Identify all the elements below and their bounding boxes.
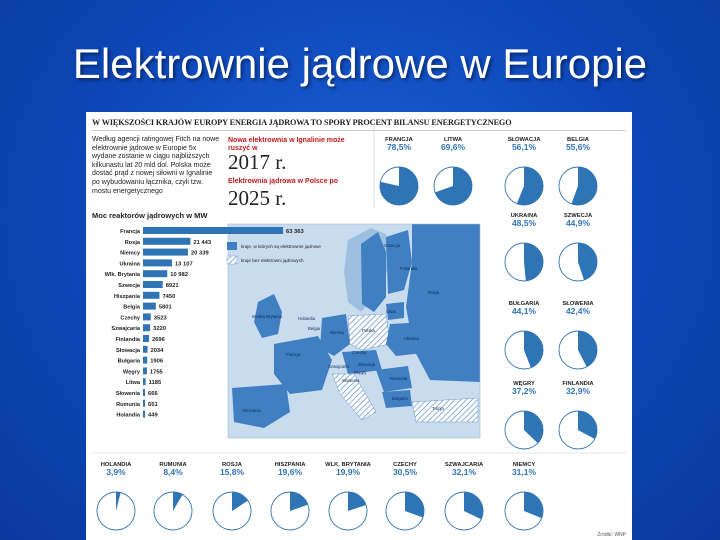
- bar-value-rumunia: 651: [148, 401, 158, 408]
- map-label-holandia: Holandia: [298, 316, 315, 321]
- pie-label-finlandia: FINLANDIA: [562, 381, 594, 387]
- pie-label-bulgaria: BUŁGARIA: [508, 301, 540, 307]
- pie-value-hiszpania: 19,6%: [277, 467, 303, 477]
- map-label-francja: Francja: [286, 352, 301, 357]
- map-label-ukraina: Ukraina: [404, 336, 419, 341]
- map-label-niemcy: Niemcy: [330, 330, 345, 335]
- pie-value-wegry: 37,2%: [511, 386, 537, 396]
- pie-value-bulgaria: 44,1%: [511, 306, 537, 316]
- nuclear-share-pies: [86, 112, 632, 540]
- map-label-rosja: Rosja: [428, 290, 439, 295]
- bar-value-holandia: 449: [148, 412, 158, 419]
- infographic-header: W WIĘKSZOŚCI KRAJÓW EUROPY ENERGIA JĄDROWA TO SPORY PROCENT BILANSU ENERGETYCZNEGO: [92, 118, 626, 131]
- bar-value-czechy: 3523: [153, 315, 167, 322]
- map-label-hiszpania: Hiszpania: [242, 408, 261, 413]
- map-label-bulgaria: Bułgaria: [392, 396, 408, 401]
- pie-value-czechy: 30,5%: [392, 467, 418, 477]
- bar-value-wlk-brytania: 10 982: [170, 272, 188, 279]
- bar-label-rumunia: Rumunia: [116, 401, 140, 408]
- map-label-turcja: Turcja: [432, 406, 444, 411]
- map-label-finlandia: Finlandia: [400, 266, 418, 271]
- map-label-szwecja: Szwecja: [384, 243, 401, 248]
- pie-value-litwa: 69,6%: [440, 142, 466, 152]
- pie-label-slowenia: SŁOWENIA: [562, 301, 594, 307]
- bar-value-francja: 63 363: [286, 229, 304, 235]
- bar-value-finlandia: 2696: [151, 337, 165, 343]
- pie-value-rumunia: 8,4%: [163, 467, 183, 477]
- bar-value-slowenia: 666: [148, 391, 158, 397]
- bar-label-ukraina: Ukraina: [119, 261, 140, 268]
- pie-value-holandia: 3,9%: [106, 467, 126, 477]
- map-label-wegry: Węgry: [354, 370, 367, 375]
- ignalina-label: Nowa elektrownia w Ignalinie może ruszyć w: [228, 137, 345, 152]
- pie-label-slowacja: SŁOWACJA: [507, 137, 541, 143]
- infographic: [86, 112, 632, 540]
- map-label-belgia: Belgia: [308, 326, 320, 331]
- bar-label-francja: Francja: [120, 229, 140, 235]
- map-label-rumunia: Rumunia: [390, 376, 408, 381]
- bar-value-wegry: 1755: [149, 369, 163, 376]
- ignalina-year: 2017 r.: [228, 150, 287, 174]
- pie-label-wlk-brytania: WLK. BRYTANIA: [325, 462, 371, 468]
- pie-value-belgia: 55,6%: [565, 142, 591, 152]
- pie-value-rosja: 15,8%: [219, 467, 245, 477]
- pie-label-szwecja: SZWECJA: [563, 213, 593, 219]
- slide-title: Elektrownie jądrowe w Europie: [72, 40, 648, 87]
- pie-label-wegry: WĘGRY: [513, 381, 535, 387]
- bar-label-slowenia: Słowenia: [115, 391, 140, 397]
- pie-label-rumunia: RUMUNIA: [159, 462, 187, 468]
- pie-label-litwa: LITWA: [443, 137, 463, 143]
- bar-value-niemcy: 20 339: [190, 250, 209, 257]
- poland-label: Elektrownia jądrowa w Polsce po: [228, 178, 339, 185]
- pie-value-francja: 78,5%: [386, 142, 412, 152]
- pie-label-rosja: ROSJA: [222, 462, 242, 468]
- legend-built: kraje, w których są elektrownie jądrowe: [241, 244, 321, 249]
- bar-value-slowacja: 2034: [150, 347, 164, 354]
- pie-value-wlk-brytania: 19,9%: [335, 467, 361, 477]
- bar-label-szwecja: Szwecja: [118, 283, 140, 289]
- map-label-polska: Polska: [362, 328, 375, 333]
- bar-label-rosja: Rosja: [124, 239, 140, 246]
- pie-label-hiszpania: HISZPANIA: [274, 462, 306, 468]
- pie-value-szwecja: 44,9%: [565, 218, 591, 228]
- pie-value-niemcy: 31,1%: [511, 467, 537, 477]
- bars-title: Moc reaktorów jądrowych w MW: [92, 211, 208, 220]
- bar-label-niemcy: Niemcy: [120, 250, 140, 257]
- bar-value-szwecja: 8921: [165, 283, 179, 289]
- map-label-wielka-brytania: Wielka Brytania: [252, 314, 282, 319]
- bar-label-holandia: Holandia: [116, 412, 140, 419]
- pie-value-szwajcaria: 32,1%: [451, 467, 477, 477]
- bar-value-ukraina: 13 107: [174, 261, 193, 268]
- bar-value-belgia: 5801: [158, 304, 172, 311]
- pie-label-francja: FRANCJA: [385, 137, 413, 143]
- pie-label-niemcy: NIEMCY: [512, 462, 536, 468]
- poland-year: 2025 r.: [228, 186, 287, 210]
- bar-label-litwa: Litwa: [125, 380, 140, 387]
- bar-label-wegry: Węgry: [122, 369, 140, 376]
- map-label-litwa: Litwa: [386, 309, 397, 314]
- pie-label-ukraina: UKRAINA: [510, 213, 538, 219]
- pie-label-belgia: BELGIA: [567, 137, 589, 143]
- bar-value-litwa: 1185: [148, 380, 162, 387]
- map-label-szwajcaria: Szwajcaria: [328, 364, 349, 369]
- legend-none: kraje bez elektrowni jądrowych: [241, 258, 304, 263]
- pie-label-szwajcaria: SZWAJCARIA: [444, 462, 484, 468]
- credit: Źródło: WNP: [597, 532, 626, 538]
- bar-label-wlk-brytania: Wlk. Brytania: [104, 272, 140, 279]
- bar-label-bulgaria: Bułgaria: [117, 358, 140, 365]
- bar-label-czechy: Czechy: [120, 315, 140, 322]
- pie-value-slowenia: 42,4%: [565, 306, 591, 316]
- bar-label-slowacja: Słowacja: [116, 347, 140, 354]
- map-label-slowacja: Słowacja: [358, 362, 376, 367]
- map-label-czechy: Czechy: [352, 350, 367, 355]
- pie-value-finlandia: 32,9%: [565, 386, 591, 396]
- bar-label-szwajcaria: Szwajcaria: [111, 326, 140, 333]
- pie-label-holandia: HOLANDIA: [100, 462, 132, 468]
- bar-label-finlandia: Finlandia: [115, 337, 140, 343]
- pie-value-slowacja: 56,1%: [511, 142, 537, 152]
- bar-value-szwajcaria: 3220: [153, 326, 167, 333]
- bar-value-rosja: 21 443: [193, 239, 212, 246]
- intro-text: Według agencji ratingowej Fitch na nowe elektrownie jądrowe w Europie 5x wydane zostanie w ciągu najbliższych kilkunastu lat 20 mld dol. Polska może dostać prąd z nowej siłowni w Ignalinie po wybudowaniu łącznika, czyli tzw. mostu energetycznego: [92, 136, 220, 195]
- bar-label-hiszpania: Hiszpania: [113, 293, 140, 300]
- pie-label-czechy: CZECHY: [393, 462, 417, 468]
- bar-label-belgia: Belgia: [123, 304, 140, 311]
- pie-value-ukraina: 48,5%: [511, 218, 537, 228]
- bar-value-bulgaria: 1906: [150, 358, 164, 365]
- pie-slice-ukraina: [524, 243, 543, 281]
- map-label-slowenia: Słowenia: [342, 378, 360, 383]
- bar-value-hiszpania: 7450: [162, 293, 176, 300]
